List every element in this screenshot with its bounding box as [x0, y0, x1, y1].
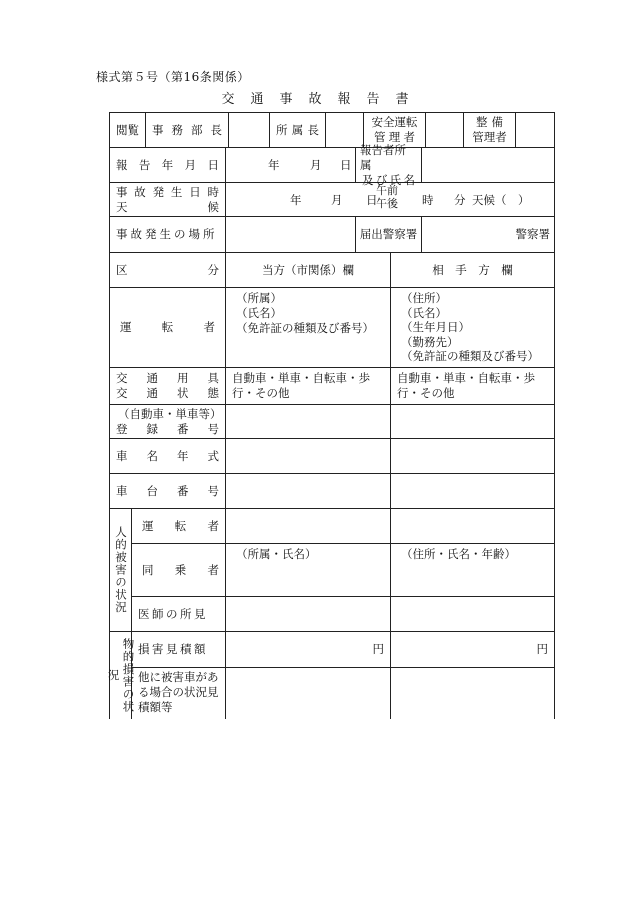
maintenance-manager-seal[interactable] — [516, 113, 554, 148]
other-chassis-field[interactable] — [391, 474, 554, 509]
own-doctor-opinion-field[interactable] — [226, 597, 391, 632]
transport-label: 交 通 用 具 交 通 状 態 — [110, 368, 226, 405]
other-driver-name: （氏名） — [401, 305, 447, 320]
own-transport-options: 自動車・単車・自転車・歩 — [232, 371, 370, 385]
day-unit: 日 — [340, 157, 352, 172]
police-station-field[interactable] — [422, 217, 554, 253]
minute-unit: 分 — [454, 193, 466, 207]
general-affairs-manager-seal[interactable] — [229, 113, 270, 148]
category-label: 区 分 — [110, 253, 226, 288]
month-unit: 月 — [310, 157, 322, 172]
other-yen-unit: 円 — [536, 642, 548, 656]
human-damage-group-label: 人的被害の状況 — [110, 509, 132, 632]
pm-label: 午後 — [376, 197, 398, 210]
other-transport-options-cont: 行・その他 — [397, 386, 455, 400]
damage-estimate-label: 損害見積額 — [132, 632, 226, 668]
other-passenger-field[interactable] — [391, 544, 554, 597]
own-driver-name: （氏名） — [236, 306, 282, 320]
accident-datetime-label: 事 故 発 生 日 時 天 候 — [110, 183, 226, 217]
other-passenger-hint: （住所・氏名・年齢） — [401, 547, 516, 561]
page-title: 交通事故報告書 — [221, 92, 425, 107]
other-transport-field[interactable] — [391, 368, 554, 405]
weather-label: 天候（ ） — [472, 193, 530, 207]
day-unit: 日 — [366, 193, 378, 207]
own-transport-field[interactable] — [226, 368, 391, 405]
accident-place-field[interactable] — [226, 217, 356, 253]
own-driver-affiliation: （所属） — [236, 291, 282, 305]
maintenance-manager-label: 整 備 管理者 — [464, 113, 516, 148]
other-doctor-opinion-field[interactable] — [391, 597, 554, 632]
form-number-label: 様式第５号（第16条関係） — [96, 70, 250, 84]
reporter-field[interactable] — [422, 148, 554, 183]
other-driver-license: （免許証の種類及び番号） — [401, 349, 539, 363]
other-driver-workplace: （勤務先） — [401, 334, 459, 349]
other-model-field[interactable] — [391, 439, 554, 474]
own-injured-driver-field[interactable] — [226, 509, 391, 544]
other-driver-address: （住所） — [401, 291, 447, 305]
report-date-label: 報 告 年 月 日 — [110, 148, 226, 183]
report-date-field[interactable] — [226, 148, 356, 183]
own-transport-options-cont: 行・その他 — [232, 386, 290, 400]
own-side-header: 当方（市関係）欄 — [226, 253, 391, 288]
accident-place-label: 事故発生の場所 — [110, 217, 226, 253]
other-damage-estimate-field[interactable] — [391, 632, 554, 668]
approval-label: 閲覧 — [110, 113, 146, 148]
other-driver-field[interactable] — [391, 288, 554, 368]
police-suffix: 警察署 — [515, 227, 550, 241]
own-passenger-field[interactable] — [226, 544, 391, 597]
accident-datetime-field[interactable] — [226, 183, 554, 217]
year-unit: 年 — [290, 193, 302, 207]
doctor-opinion-label: 医師の所見 — [132, 597, 226, 632]
dept-head-seal[interactable] — [326, 113, 364, 148]
other-other-damage-field[interactable] — [391, 668, 554, 719]
own-damage-estimate-field[interactable] — [226, 632, 391, 668]
safety-driving-manager-label: 安全運転 管 理 者 — [364, 113, 426, 148]
own-other-damage-field[interactable] — [226, 668, 391, 719]
other-injured-driver-field[interactable] — [391, 509, 554, 544]
other-damaged-vehicles-label: 他に被害車があ る場合の状況見 積額等 — [132, 668, 226, 719]
vehicle-model-label: 車 名 年 式 — [110, 439, 226, 474]
other-transport-options: 自動車・単車・自転車・歩 — [397, 371, 535, 385]
own-driver-field[interactable] — [226, 288, 391, 368]
own-chassis-field[interactable] — [226, 474, 391, 509]
other-registration-field[interactable] — [391, 405, 554, 439]
passenger-label: 同 乗 者 — [132, 544, 226, 597]
own-yen-unit: 円 — [372, 642, 384, 656]
police-station-label: 届出警察署 — [356, 217, 422, 253]
other-driver-birthdate: （生年月日） — [401, 320, 470, 334]
reporter-label: 報告者所属 及 び 氏 名 — [356, 148, 422, 183]
safety-driving-manager-seal[interactable] — [426, 113, 464, 148]
am-label: 午前 — [376, 184, 398, 197]
driver-label: 運 転 者 — [110, 288, 226, 368]
general-affairs-manager-label: 事 務 部 長 — [146, 113, 229, 148]
property-damage-group-label: 物的損害の状況 — [110, 632, 132, 719]
hour-unit: 時 — [422, 193, 434, 207]
own-model-field[interactable] — [226, 439, 391, 474]
accident-report-form — [106, 112, 555, 719]
other-party-header: 相 手 方 欄 — [391, 253, 554, 288]
month-unit: 月 — [331, 193, 343, 207]
own-driver-license: （免許証の種類及び番号） — [236, 321, 374, 335]
registration-number-label: （自動車・単車等） 登 録 番 号 — [110, 405, 226, 439]
own-registration-field[interactable] — [226, 405, 391, 439]
injured-driver-label: 運 転 者 — [132, 509, 226, 544]
own-passenger-hint: （所属・氏名） — [236, 547, 317, 561]
year-unit: 年 — [268, 157, 280, 172]
chassis-number-label: 車 台 番 号 — [110, 474, 226, 509]
dept-head-label: 所 属 長 — [270, 113, 326, 148]
